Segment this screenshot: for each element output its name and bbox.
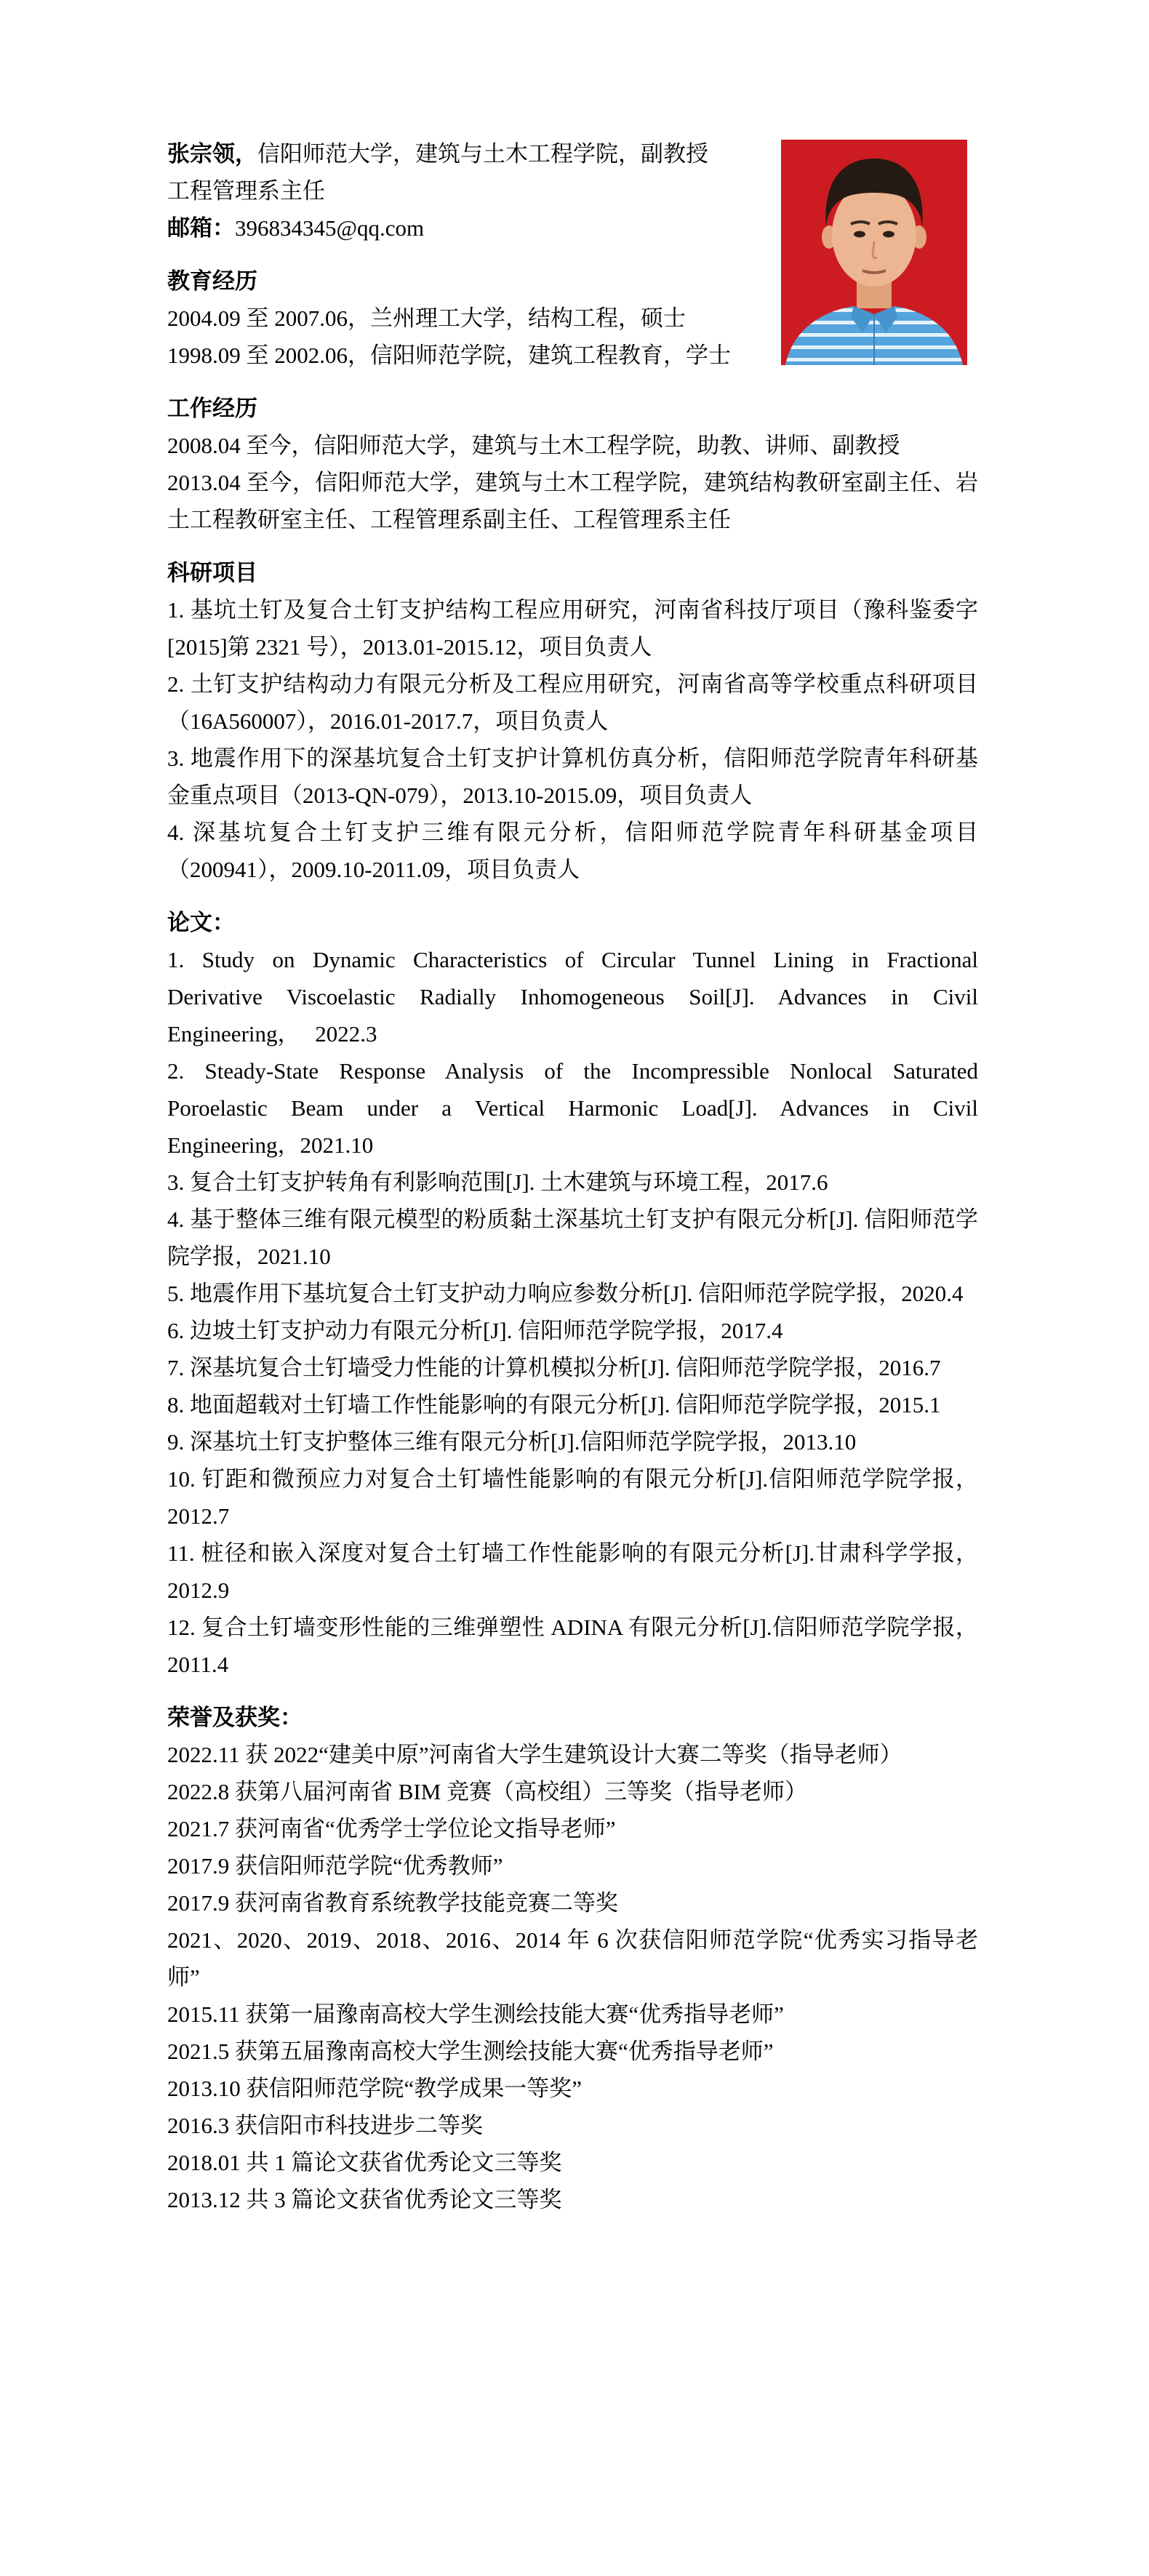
honor-item: 2013.12 共 3 篇论文获省优秀论文三等奖: [167, 2187, 562, 2212]
section-heading-education: 教育经历: [167, 268, 257, 294]
honors-section: [167, 1699, 978, 2218]
paper-item: 1. Study on Dynamic Characteristics of Circular Tunnel Lining in Fractional Derivative Viscoelastic Radially Inhomogeneous Soil[J]. Advances in Civil Engineering， 2022.3: [167, 947, 978, 1047]
papers-section: [167, 904, 978, 1683]
project-item: 3. 地震作用下的深基坑复合土钉支护计算机仿真分析，信阳师范学院青年科研基金重点项目（2013-QN-079），2013.10-2015.09，项目负责人: [167, 745, 978, 808]
honor-item: 2021.5 获第五届豫南高校大学生测绘技能大赛“优秀指导老师”: [167, 2039, 774, 2064]
profile-email-line: [167, 209, 760, 247]
email-label: 邮箱：: [167, 215, 235, 241]
profile-name: 张宗领，: [167, 141, 257, 167]
paper-item: 9. 深基坑土钉支护整体三维有限元分析[J].信阳师范学院学报，2013.10: [167, 1429, 857, 1455]
honor-item: 2022.8 获第八届河南省 BIM 竞赛（高校组）三等奖（指导老师）: [167, 1779, 808, 1804]
person-eye-right: [883, 231, 894, 238]
section-heading-work: 工作经历: [167, 396, 257, 421]
profile-role-line: 工程管理系主任: [167, 178, 325, 204]
paper-item: 7. 深基坑复合土钉墙受力性能的计算机模拟分析[J]. 信阳师范学院学报，2016.7: [167, 1355, 941, 1380]
paper-item: 4. 基于整体三维有限元模型的粉质黏土深基坑土钉支护有限元分析[J]. 信阳师范学院学报，2021.10: [167, 1207, 978, 1269]
honor-item: 2017.9 获信阳师范学院“优秀教师”: [167, 1853, 503, 1879]
honor-item: 2016.3 获信阳市科技进步二等奖: [167, 2113, 483, 2138]
document-body: [167, 135, 978, 2218]
paper-item: 2. Steady-State Response Analysis of the Incompressible Nonlocal Saturated Poroelastic Beam under a Vertical Harmonic Load[J]. Advances in Civil Engineering，2021.10: [167, 1058, 978, 1158]
paper-item: 5. 地震作用下基坑复合土钉支护动力响应参数分析[J]. 信阳师范学院学报，2020.4: [167, 1281, 964, 1306]
honor-item: 2021、2020、2019、2018、2016、2014 年 6 次获信阳师范学院“优秀实习指导老师”: [167, 1927, 978, 1990]
project-item: 1. 基坑土钉及复合土钉支护结构工程应用研究，河南省科技厅项目（豫科鉴委字[2015]第 2321 号），2013.01-2015.12，项目负责人: [167, 597, 978, 660]
honor-item: 2017.9 获河南省教育系统教学技能竞赛二等奖: [167, 1890, 618, 1916]
profile-photo: [781, 140, 967, 365]
paper-item: 10. 钉距和微预应力对复合土钉墙性能影响的有限元分析[J].信阳师范学院学报，2012.7: [167, 1466, 978, 1529]
email-value: 396834345@qq.com: [235, 215, 425, 241]
profile-intro-line: [167, 135, 760, 172]
work-section: [167, 390, 978, 538]
honor-item: 2022.11 获 2022“建美中原”河南省大学生建筑设计大赛二等奖（指导老师）: [167, 1742, 902, 1767]
projects-section: [167, 554, 978, 888]
work-item: 2008.04 至今，信阳师范大学，建筑与土木工程学院，助教、讲师、副教授: [167, 433, 900, 458]
education-item: 1998.09 至 2002.06，信阳师范学院，建筑工程教育，学士: [167, 343, 731, 368]
section-heading-papers: 论文：: [167, 910, 235, 935]
profile-section: [167, 135, 760, 374]
work-item: 2013.04 至今，信阳师范大学，建筑与土木工程学院，建筑结构教研室副主任、岩土工程教研室主任、工程管理系副主任、工程管理系主任: [167, 470, 978, 532]
honor-item: 2018.01 共 1 篇论文获省优秀论文三等奖: [167, 2150, 562, 2175]
project-item: 2. 土钉支护结构动力有限元分析及工程应用研究，河南省高等学校重点科研项目（16A560007），2016.01-2017.7，项目负责人: [167, 671, 978, 734]
paper-item: 8. 地面超载对土钉墙工作性能影响的有限元分析[J]. 信阳师范学院学报，2015.1: [167, 1392, 941, 1417]
profile-affiliation: 信阳师范大学，建筑与土木工程学院，副教授: [257, 141, 708, 167]
section-heading-projects: 科研项目: [167, 560, 257, 585]
person-eye-left: [854, 231, 865, 238]
paper-item: 11. 桩径和嵌入深度对复合土钉墙工作性能影响的有限元分析[J].甘肃科学学报，2012.9: [167, 1540, 978, 1603]
honor-item: 2013.10 获信阳师范学院“教学成果一等奖”: [167, 2076, 582, 2101]
paper-item: 12. 复合土钉墙变形性能的三维弹塑性 ADINA 有限元分析[J].信阳师范学院学报，2011.4: [167, 1615, 978, 1677]
honor-item: 2015.11 获第一届豫南高校大学生测绘技能大赛“优秀指导老师”: [167, 2001, 784, 2027]
paper-item: 6. 边坡土钉支护动力有限元分析[J]. 信阳师范学院学报，2017.4: [167, 1318, 783, 1343]
honor-item: 2021.7 获河南省“优秀学士学位论文指导老师”: [167, 1816, 616, 1841]
paper-item: 3. 复合土钉支护转角有利影响范围[J]. 土木建筑与环境工程，2017.6: [167, 1169, 828, 1195]
section-heading-honors: 荣誉及获奖：: [167, 1705, 303, 1730]
education-item: 2004.09 至 2007.06，兰州理工大学，结构工程，硕士: [167, 305, 686, 331]
project-item: 4. 深基坑复合土钉支护三维有限元分析，信阳师范学院青年科研基金项目（200941），2009.10-2011.09，项目负责人: [167, 820, 978, 882]
